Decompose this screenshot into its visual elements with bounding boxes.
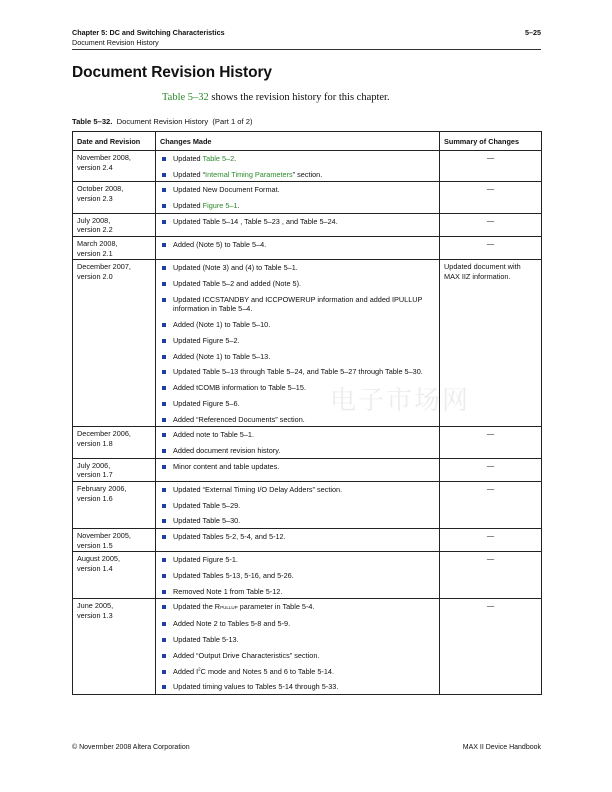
changes-cell (156, 213, 440, 236)
footer-copyright: © Novermber 2008 Altera Corporation (72, 744, 190, 751)
changes-cell (156, 151, 440, 182)
change-text-part: ” section. (292, 169, 323, 179)
date-revision-cell: December 2007, version 2.0 (73, 260, 156, 427)
change-text (173, 320, 270, 330)
summary-dash: — (486, 554, 495, 564)
change-item (160, 461, 435, 473)
bullet-square-icon (162, 220, 166, 224)
change-text-part: Updated “External Timing I/O Delay Adders” section. (173, 484, 343, 494)
summary-dash: — (486, 153, 495, 162)
date-revision-cell: November 2008, version 2.4 (73, 151, 156, 182)
change-text (173, 415, 305, 425)
page-title: Document Revision History (72, 64, 272, 81)
change-text (173, 571, 294, 581)
change-item (160, 153, 435, 169)
change-text-part: Updated New Document Format. (173, 185, 280, 195)
summary-dash: — (486, 215, 495, 225)
bullet-square-icon (162, 519, 166, 523)
table-row (73, 151, 542, 182)
change-text-part: Updated Table 5–29. (173, 500, 241, 510)
section-title: Document Revision History (72, 38, 159, 47)
change-text-part: Updated Table 5-13. (173, 634, 239, 644)
change-text-part: Updated (173, 154, 203, 163)
change-text-part: Updated Table 5–30. (173, 516, 241, 526)
change-text (173, 682, 338, 692)
change-text-part: Updated Figure 5–2. (173, 335, 240, 345)
change-text (173, 352, 270, 362)
intro-paragraph (162, 92, 390, 103)
change-text-part: Added (Note 1) to Table 5–13. (173, 351, 271, 361)
date-revision-cell: November 2005, version 1.5 (73, 529, 156, 552)
changes-cell (156, 599, 440, 695)
bullet-square-icon (162, 654, 166, 658)
date-revision-cell: August 2005, version 1.4 (73, 552, 156, 599)
date-revision-cell: June 2005, version 1.3 (73, 599, 156, 695)
change-text-part: Updated ICCSTANDBY and ICCPOWERUP information and added IPULLUP information in Table 5–4. (173, 294, 423, 314)
cross-reference-link[interactable]: Internal Timing Parameters (205, 169, 293, 179)
bullet-square-icon (162, 386, 166, 390)
change-item (160, 200, 435, 212)
summary-dash: — (486, 238, 495, 248)
change-text (173, 154, 236, 164)
change-text-part: Added tCOMB information to Table 5–15. (173, 383, 306, 393)
change-text-part: Added I (173, 666, 199, 676)
change-item (160, 515, 435, 527)
change-text (173, 367, 423, 377)
table-row (73, 529, 542, 552)
change-text-part: Added document revision history. (173, 446, 281, 456)
change-item (160, 484, 435, 500)
change-item (160, 294, 435, 319)
change-text-part: Updated Table 5–14 , Table 5–23 , and Table 5–24. (173, 216, 338, 226)
table-row (73, 481, 542, 528)
summary-dash: — (486, 184, 495, 194)
summary-cell (440, 481, 542, 528)
change-item (160, 262, 435, 278)
table-header-row (73, 132, 542, 151)
change-text (173, 383, 306, 393)
change-item (160, 169, 435, 181)
change-text-part: Updated Figure 5–6. (173, 398, 240, 408)
changes-cell (156, 552, 440, 599)
change-text (173, 667, 334, 677)
summary-dash: — (486, 460, 495, 470)
date-revision-cell: March 2008, version 2.1 (73, 236, 156, 259)
bullet-square-icon (162, 622, 166, 626)
page-number: 5–25 (525, 28, 541, 37)
change-item (160, 335, 435, 351)
changes-cell (156, 458, 440, 481)
summary-dash: — (486, 483, 495, 493)
bullet-square-icon (162, 402, 166, 406)
bullet-square-icon (162, 449, 166, 453)
change-text-part: Added (Note 1) to Table 5–10. (173, 320, 271, 330)
change-text-part: Added “Referenced Documents” section. (173, 414, 305, 424)
intro-text: shows the revision history for this chapter. (208, 92, 390, 103)
bullet-square-icon (162, 685, 166, 689)
change-text-part: C mode and Notes 5 and 6 to Table 5-14. (200, 666, 334, 676)
bullet-square-icon (162, 188, 166, 192)
change-text-part: Added (Note 5) to Table 5–4. (173, 239, 267, 249)
change-item (160, 429, 435, 445)
change-item (160, 351, 435, 367)
change-item (160, 601, 435, 618)
bullet-square-icon (162, 157, 166, 161)
chapter-title: Chapter 5: DC and Switching Characteristics (72, 28, 225, 37)
bullet-square-icon (162, 605, 166, 609)
change-text (173, 263, 298, 273)
change-item (160, 554, 435, 570)
change-text (173, 399, 240, 409)
column-header-changes: Changes Made (156, 132, 440, 151)
table-row (73, 236, 542, 259)
table-caption-label: Table 5–32. (72, 117, 113, 126)
bullet-square-icon (162, 488, 166, 492)
running-header (72, 28, 541, 48)
change-text-part: Updated (173, 201, 203, 211)
bullet-square-icon (162, 298, 166, 302)
change-text-part: Updated timing values to Tables 5-14 through 5-33. (173, 682, 339, 692)
changes-cell (156, 427, 440, 458)
summary-cell (440, 529, 542, 552)
bullet-square-icon (162, 433, 166, 437)
change-item (160, 586, 435, 598)
summary-cell (440, 458, 542, 481)
change-text (173, 185, 280, 195)
change-item (160, 570, 435, 586)
change-text-part: Updated Table 5–2 and added (Note 5). (173, 278, 302, 288)
change-text (173, 501, 240, 511)
bullet-square-icon (162, 370, 166, 374)
summary-cell (440, 552, 542, 599)
change-text (173, 295, 435, 314)
date-revision-cell: February 2006, version 1.6 (73, 481, 156, 528)
changes-cell (156, 481, 440, 528)
summary-dash: — (486, 429, 495, 439)
change-text-part: Updated Tables 5-13, 5-16, and 5-26. (173, 571, 294, 581)
table-row (73, 599, 542, 695)
change-text (173, 516, 240, 526)
bullet-square-icon (162, 535, 166, 539)
change-text-part: Minor content and table updates. (173, 461, 280, 471)
changes-cell (156, 236, 440, 259)
change-text-part: Added note to Table 5–1. (173, 430, 255, 440)
bullet-square-icon (162, 638, 166, 642)
change-item (160, 216, 435, 228)
change-text (173, 217, 338, 227)
change-item (160, 278, 435, 294)
change-item (160, 681, 435, 693)
change-text (173, 446, 280, 456)
bullet-square-icon (162, 418, 166, 422)
summary-dash: — (486, 531, 495, 541)
page-footer (72, 744, 541, 751)
change-text-part: Added “Output Drive Characteristics” section. (173, 650, 320, 660)
summary-dash: — (486, 601, 495, 611)
summary-cell (440, 236, 542, 259)
table-caption (72, 117, 253, 126)
change-item (160, 634, 435, 650)
summary-cell (440, 213, 542, 236)
table-reference-link[interactable]: Table 5–32 (162, 92, 209, 103)
table-row (73, 213, 542, 236)
change-text (173, 587, 282, 597)
date-revision-cell: December 2006, version 1.8 (73, 427, 156, 458)
bullet-square-icon (162, 670, 166, 674)
bullet-square-icon (162, 282, 166, 286)
change-text (173, 619, 290, 629)
bullet-square-icon (162, 574, 166, 578)
date-revision-cell: October 2008, version 2.3 (73, 182, 156, 213)
bullet-square-icon (162, 465, 166, 469)
superscript-text: 2 (198, 666, 201, 672)
change-text-part: Updated the R (173, 602, 221, 612)
bullet-square-icon (162, 204, 166, 208)
summary-cell (440, 427, 542, 458)
change-item (160, 445, 435, 457)
change-text-part: . (237, 201, 240, 211)
subscript-text: PULLUP (220, 605, 238, 611)
date-revision-cell: July 2006, version 1.7 (73, 458, 156, 481)
change-text (173, 201, 240, 211)
change-item (160, 319, 435, 335)
revision-history-table (72, 131, 542, 695)
bullet-square-icon (162, 355, 166, 359)
table-row (73, 427, 542, 458)
bullet-square-icon (162, 173, 166, 177)
bullet-square-icon (162, 339, 166, 343)
bullet-square-icon (162, 558, 166, 562)
change-text (173, 602, 315, 613)
change-text (173, 555, 238, 565)
change-text (173, 462, 279, 472)
change-item (160, 618, 435, 634)
cross-reference-link[interactable]: Table 5–2 (202, 154, 235, 163)
change-text (173, 336, 240, 346)
change-item (160, 666, 435, 682)
change-text-part: Updated Tables 5-2, 5-4, and 5-12. (173, 532, 286, 542)
change-item (160, 239, 435, 251)
watermark: 电子市场网 (330, 386, 471, 416)
change-text-part: Updated “ (173, 169, 206, 179)
summary-text: Updated document with MAX IIZ information. (444, 262, 521, 281)
change-text (173, 532, 286, 542)
summary-cell (440, 182, 542, 213)
header-rule (72, 49, 541, 50)
changes-cell (156, 529, 440, 552)
change-text-part: Removed Note 1 from Table 5-12. (173, 586, 283, 596)
change-text-part: Updated (Note 3) and (4) to Table 5–1. (173, 263, 298, 273)
bullet-square-icon (162, 323, 166, 327)
cross-reference-link[interactable]: Figure 5–1 (202, 201, 238, 211)
change-text (173, 240, 266, 250)
table-row (73, 182, 542, 213)
change-text-part: parameter in Table 5-4. (237, 602, 315, 612)
change-text (173, 170, 322, 180)
change-text-part: Updated Figure 5-1. (173, 555, 238, 565)
change-text (173, 651, 319, 661)
change-item (160, 531, 435, 543)
column-header-summary: Summary of Changes (440, 132, 542, 151)
change-text-part: Added Note 2 to Tables 5-8 and 5-9. (173, 619, 291, 629)
footer-book-title: MAX II Device Handbook (462, 744, 541, 751)
bullet-square-icon (162, 590, 166, 594)
change-item (160, 184, 435, 200)
change-text (173, 430, 254, 440)
summary-cell (440, 151, 542, 182)
bullet-square-icon (162, 243, 166, 247)
table-row (73, 260, 542, 427)
table-row (73, 552, 542, 599)
change-text-part: . (234, 154, 237, 163)
table-row (73, 458, 542, 481)
bullet-square-icon (162, 266, 166, 270)
change-text-part: Updated Table 5–13 through Table 5–24, and Table 5–27 through Table 5–30. (173, 367, 423, 377)
changes-cell (156, 182, 440, 213)
summary-cell (440, 599, 542, 695)
table-caption-text: Document Revision History (Part 1 of 2) (112, 117, 253, 126)
change-text (173, 279, 301, 289)
column-header-date: Date and Revision (73, 132, 156, 151)
bullet-square-icon (162, 504, 166, 508)
change-text (173, 485, 342, 495)
date-revision-cell: July 2008, version 2.2 (73, 213, 156, 236)
change-item (160, 650, 435, 666)
change-item (160, 500, 435, 516)
change-text (173, 635, 239, 645)
